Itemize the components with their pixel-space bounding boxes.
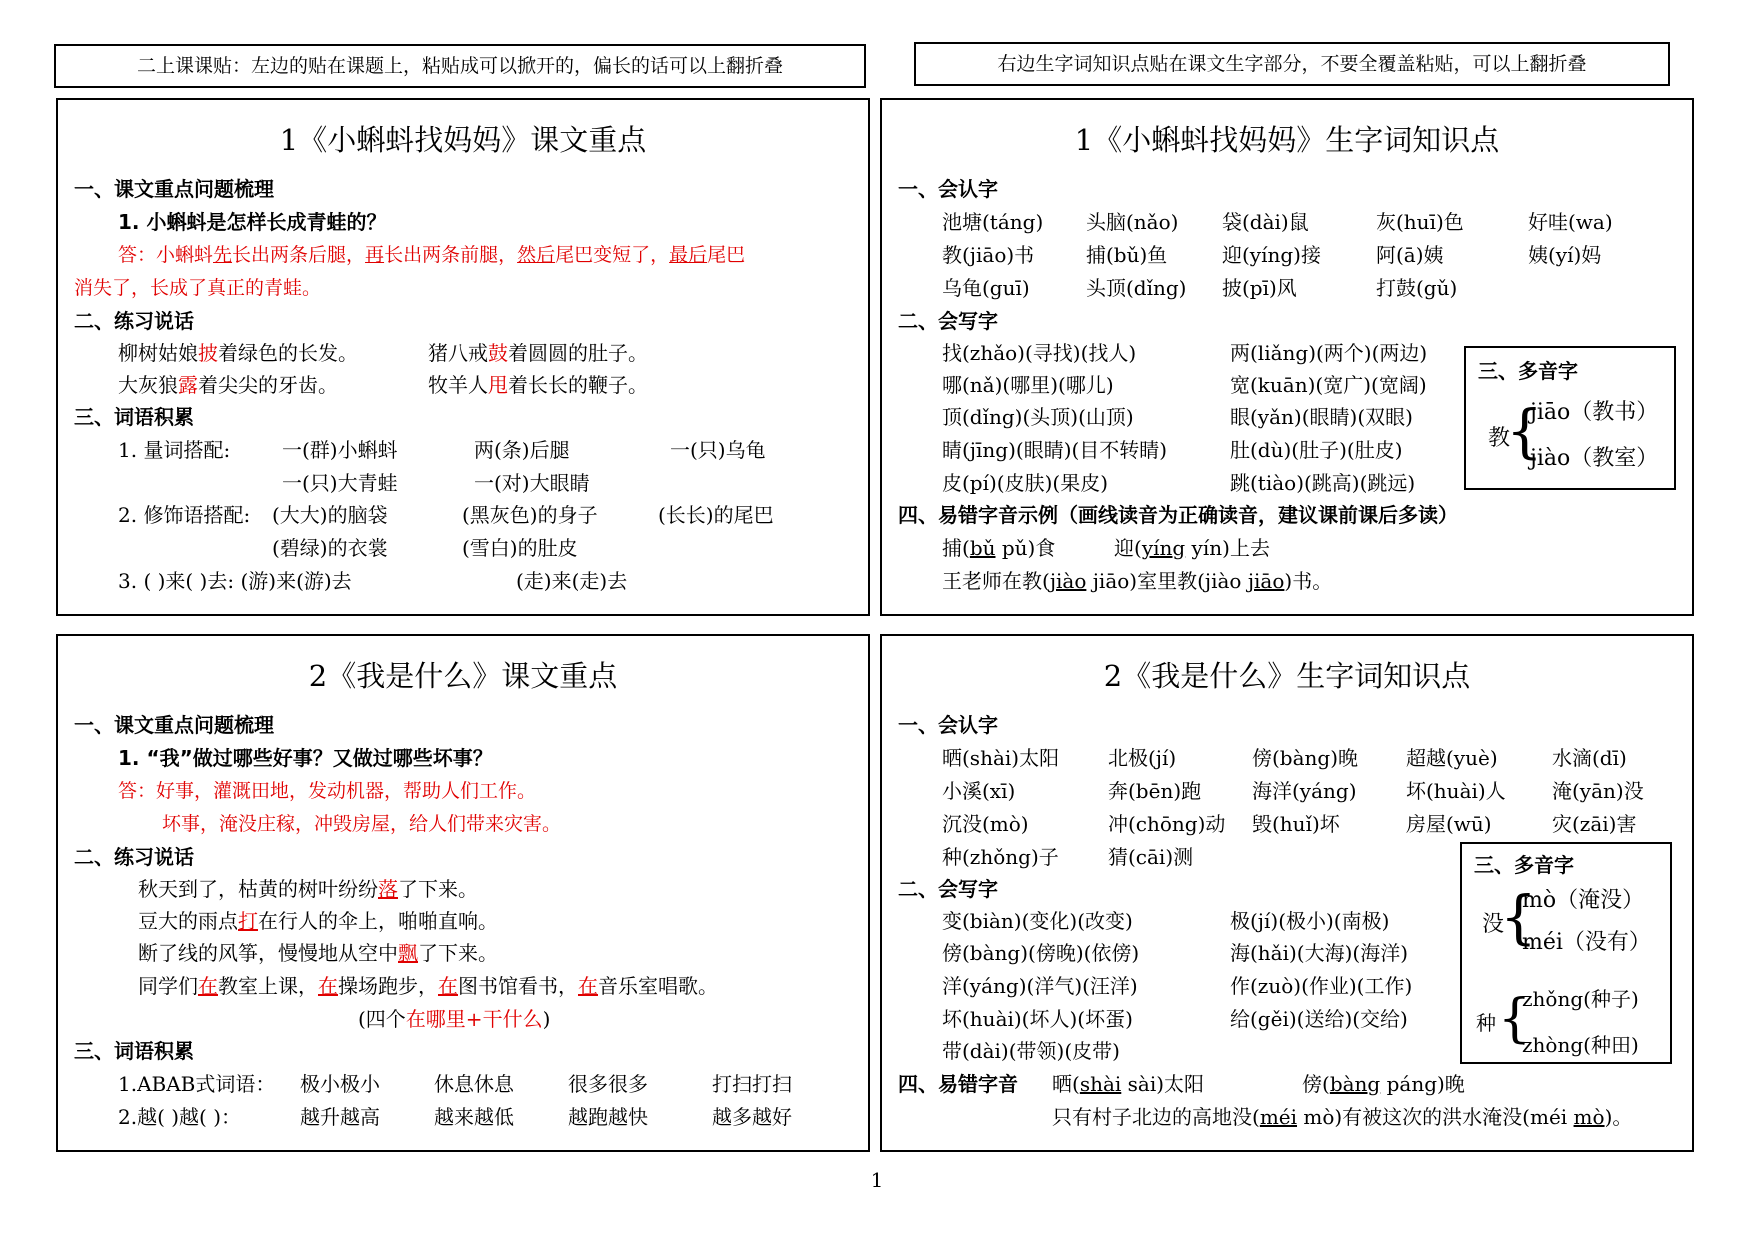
section-heading: 二、练习说话 [74, 845, 194, 869]
text: mò)有被这次的洪水淹没(méi [1297, 1105, 1574, 1129]
text: 同学们 [138, 974, 198, 998]
sentence [138, 938, 498, 968]
sentence [118, 370, 338, 400]
poly-reading: zhòng(种田) [1522, 1033, 1639, 1057]
item: 超越(yuè) [1406, 746, 1498, 770]
poly-char: 种 [1476, 1011, 1496, 1035]
item: 打扫打扫 [712, 1072, 792, 1096]
panel-lesson2-key-points [56, 634, 870, 1152]
section-heading: 四、易错字音 [898, 1072, 1018, 1096]
sentence [428, 338, 648, 368]
text: 在 [578, 974, 598, 998]
item: 迎(yíng)接 [1222, 243, 1321, 267]
item: 越跑越快 [568, 1105, 648, 1129]
answer-line: 坏事，淹没庄稼，冲毁房屋，给人们带来灾害。 [162, 813, 562, 835]
sentence [358, 1004, 550, 1034]
text: 在行人的伞上，啪啪直响。 [258, 909, 498, 933]
text: 操场跑步， [338, 974, 438, 998]
text: 着圆圆的肚子。 [508, 341, 648, 365]
page-number: 1 [870, 1168, 884, 1192]
poly-char: 教 [1488, 426, 1511, 451]
item: 阿(ā)姨 [1376, 243, 1444, 267]
item: 休息休息 [434, 1072, 514, 1096]
text: 着长长的鞭子。 [508, 373, 648, 397]
item: 3. ( )来( )去: (游)来(游)去 [118, 569, 352, 593]
item: 洋(yáng)(洋气)(汪洋) [942, 974, 1138, 998]
text: 答：小蝌蚪 [118, 244, 214, 266]
item: 极小极小 [300, 1072, 380, 1096]
text: 捕( [942, 536, 970, 560]
text: yín)上去 [1185, 536, 1270, 560]
item: 哪(nǎ)(哪里)(哪儿) [942, 373, 1114, 397]
item [1114, 533, 1270, 563]
item: 房屋(wū) [1406, 812, 1492, 836]
item: (走)来(走)去 [516, 569, 628, 593]
panel-lesson1-characters [880, 98, 1694, 616]
item [1052, 1069, 1204, 1099]
text: 柳树姑娘 [118, 341, 198, 365]
item [942, 533, 1055, 563]
answer-line: 消失了，长成了真正的青蛙。 [74, 277, 322, 299]
item: 姨(yí)妈 [1528, 243, 1602, 267]
polyphone-box [1460, 842, 1672, 1064]
text: 在 [198, 974, 218, 998]
item: 沉没(mò) [942, 812, 1029, 836]
item: 作(zuò)(作业)(工作) [1230, 974, 1413, 998]
poly-reading: zhǒng(种子) [1522, 987, 1639, 1011]
item: (碧绿)的衣裳 [272, 536, 388, 560]
brace: { [1498, 989, 1532, 1049]
text: sài)太阳 [1121, 1072, 1205, 1096]
item: 坏(huài)人 [1406, 779, 1506, 803]
item [1302, 1069, 1465, 1099]
item: 2. 修饰语搭配: [118, 503, 251, 527]
item: 越多越好 [712, 1105, 792, 1129]
item: 灾(zāi)害 [1552, 812, 1637, 836]
item: 傍(bàng)晚 [1252, 746, 1359, 770]
section-heading: 二、会写字 [898, 877, 998, 901]
text: jiāo [1247, 569, 1285, 593]
text: 尾巴 [707, 244, 746, 266]
item: 海(hǎi)(大海)(海洋) [1230, 941, 1409, 965]
text: 长出两条前腿， [384, 244, 518, 266]
item: 跳(tiào)(跳高)(跳远) [1230, 471, 1416, 495]
item [1052, 1102, 1632, 1132]
item: 教(jiāo)书 [942, 243, 1035, 267]
text: 在哪里+干什么 [405, 1007, 543, 1031]
item: (黑灰色)的身子 [462, 503, 598, 527]
poly-reading: jiào（教室） [1530, 446, 1659, 471]
item: 乌龟(guī) [942, 276, 1030, 300]
panel-title: 2《我是什么》课文重点 [308, 659, 618, 693]
text: jiāo)室里教(jiào [1086, 569, 1248, 593]
text: 尾巴变短了， [555, 244, 670, 266]
text: 教室上课， [218, 974, 318, 998]
text: 了下来。 [418, 941, 498, 965]
brace: { [1506, 397, 1543, 465]
item: 越升越高 [300, 1105, 380, 1129]
poly-reading: méi（没有） [1522, 930, 1651, 955]
text: mò [1573, 1105, 1605, 1129]
text: 着绿色的长发。 [218, 341, 358, 365]
question: 1. 小蝌蚪是怎样长成青蛙的？ [118, 210, 387, 234]
text: 了下来。 [398, 877, 478, 901]
text: yíng [1141, 536, 1186, 560]
text: 傍( [1302, 1072, 1330, 1096]
text: 先 [213, 244, 233, 266]
item: 披(pī)风 [1222, 276, 1297, 300]
text: 然后 [517, 244, 556, 266]
poly-char: 没 [1482, 912, 1505, 937]
item: 眼(yǎn)(眼睛)(双眼) [1230, 405, 1413, 429]
text: méi [1259, 1105, 1298, 1129]
section-heading: 四、易错字音示例（画线读音为正确读音，建议课前课后多读） [898, 503, 1458, 527]
item: 给(gěi)(送给)(交给) [1230, 1007, 1408, 1031]
item: 1.ABAB式词语： [118, 1072, 276, 1096]
item: 灰(huī)色 [1376, 210, 1464, 234]
item: 冲(chōng)动 [1108, 812, 1226, 836]
item: 很多很多 [568, 1072, 648, 1096]
box-heading: 三、多音字 [1474, 853, 1574, 877]
item: 水滴(dī) [1552, 746, 1627, 770]
item: 1. 量词搭配: [118, 438, 231, 462]
text: 露 [178, 373, 198, 397]
text: 晒( [1052, 1072, 1080, 1096]
panel-lesson2-characters [880, 634, 1694, 1152]
item: 皮(pí)(皮肤)(果皮) [942, 471, 1109, 495]
item: 袋(dài)鼠 [1222, 210, 1309, 234]
item: 毁(huǐ)坏 [1252, 812, 1340, 836]
item: 2.越( )越( )： [118, 1105, 242, 1129]
item: 淹(yān)没 [1552, 779, 1644, 803]
item: 打鼓(gǔ) [1376, 276, 1458, 300]
question: 1. “我”做过哪些好事？又做过哪些坏事？ [118, 746, 493, 770]
panel-lesson1-key-points [56, 98, 870, 616]
sentence [118, 338, 358, 368]
text: 秋天到了，枯黄的树叶纷纷 [138, 877, 378, 901]
poly-reading: jiāo（教书） [1530, 400, 1659, 425]
item: 好哇(wa) [1528, 210, 1613, 234]
header-note-right: 右边生字词知识点贴在课文生字部分，不要全覆盖粘贴，可以上翻折叠 [914, 42, 1670, 86]
section-heading: 一、会认字 [898, 177, 998, 201]
panel-title: 1《小蝌蚪找妈妈》课文重点 [279, 123, 647, 157]
sentence [428, 370, 648, 400]
text: 断了线的风筝，慢慢地从空中 [138, 941, 398, 965]
text: 在 [438, 974, 458, 998]
text: 甩 [488, 373, 508, 397]
text: pǔ)食 [995, 536, 1056, 560]
item: 头顶(dǐng) [1086, 276, 1187, 300]
item: 傍(bàng)(傍晚)(依傍) [942, 941, 1140, 965]
text: )书。 [1284, 569, 1333, 593]
panel-title: 2《我是什么》生字词知识点 [1103, 659, 1471, 693]
item: 坏(huài)(坏人)(坏蛋) [942, 1007, 1133, 1031]
item: (大大)的脑袋 [272, 503, 388, 527]
panel-title: 1《小蝌蚪找妈妈》生字词知识点 [1074, 123, 1500, 157]
item: 宽(kuān)(宽广)(宽阔) [1230, 373, 1427, 397]
text: bàng [1329, 1072, 1381, 1096]
text: 迎( [1114, 536, 1142, 560]
section-heading: 二、会写字 [898, 309, 998, 333]
item: 捕(bǔ)鱼 [1086, 243, 1168, 267]
text: 豆大的雨点 [138, 909, 238, 933]
item [942, 566, 1332, 596]
text: 披 [198, 341, 218, 365]
item: 带(dài)(带领)(皮带) [942, 1039, 1120, 1063]
item: (雪白)的肚皮 [462, 536, 578, 560]
item: 肚(dù)(肚子)(肚皮) [1230, 438, 1403, 462]
text: )。 [1604, 1105, 1633, 1129]
item: 小溪(xī) [942, 779, 1016, 803]
item: 种(zhǒng)子 [942, 845, 1059, 869]
polyphone-box [1464, 346, 1676, 490]
text: 打 [238, 909, 258, 933]
sentence [138, 906, 498, 936]
answer-line [118, 240, 745, 270]
text: 再 [365, 244, 385, 266]
item: 头脑(nǎo) [1086, 210, 1179, 234]
item [898, 1069, 1018, 1099]
text: 长出两条后腿， [232, 244, 366, 266]
sentence [138, 971, 718, 1001]
section-heading: 二、练习说话 [74, 309, 194, 333]
section-heading: 三、词语积累 [74, 405, 194, 429]
text: 图书馆看书， [458, 974, 578, 998]
sentence [138, 874, 478, 904]
text: 最后 [669, 244, 708, 266]
text: 落 [378, 877, 398, 901]
item: 猜(cāi)测 [1108, 845, 1194, 869]
item: 奔(bēn)跑 [1108, 779, 1202, 803]
item: (长长)的尾巴 [658, 503, 774, 527]
item: 极(jí)(极小)(南极) [1230, 909, 1390, 933]
answer-line: 答：好事，灌溉田地，发动机器，帮助人们工作。 [118, 780, 537, 802]
text: ) [542, 1007, 551, 1031]
box-heading: 三、多音字 [1478, 359, 1578, 383]
item: 一(群)小蝌蚪 [282, 438, 398, 462]
section-heading: 三、词语积累 [74, 1039, 194, 1063]
text: jiào [1049, 569, 1087, 593]
text: 王老师在教( [942, 569, 1050, 593]
item: 睛(jīng)(眼睛)(目不转睛) [942, 438, 1168, 462]
item: 北极(jí) [1108, 746, 1177, 770]
text: páng)晚 [1380, 1072, 1465, 1096]
section-heading: 一、课文重点问题梳理 [74, 177, 274, 201]
header-note-left: 二上课课贴：左边的贴在课题上，粘贴成可以掀开的，偏长的话可以上翻折叠 [54, 44, 866, 88]
text: 在 [318, 974, 338, 998]
item: 晒(shài)太阳 [942, 746, 1060, 770]
brace: { [1500, 883, 1537, 951]
item: 一(只)大青蛙 [282, 471, 398, 495]
text: 牧羊人 [428, 373, 488, 397]
text: 大灰狼 [118, 373, 178, 397]
text: 飘 [398, 941, 418, 965]
text: (四个 [358, 1007, 406, 1031]
item: 越来越低 [434, 1105, 514, 1129]
item: 海洋(yáng) [1252, 779, 1357, 803]
item: 找(zhǎo)(寻找)(找人) [942, 341, 1137, 365]
item: 池塘(táng) [942, 210, 1044, 234]
item: 两(liǎng)(两个)(两边) [1230, 341, 1428, 365]
item: 一(对)大眼睛 [474, 471, 590, 495]
item: 两(条)后腿 [474, 438, 570, 462]
text: 鼓 [488, 341, 508, 365]
text: 音乐室唱歌。 [598, 974, 718, 998]
text: bǔ [969, 536, 996, 560]
section-heading: 一、课文重点问题梳理 [74, 713, 274, 737]
text: 着尖尖的牙齿。 [198, 373, 338, 397]
text: shài [1079, 1072, 1122, 1096]
item: 一(只)乌龟 [670, 438, 766, 462]
section-heading: 一、会认字 [898, 713, 998, 737]
item: 变(biàn)(变化)(改变) [942, 909, 1133, 933]
item: 顶(dǐng)(头顶)(山顶) [942, 405, 1134, 429]
text: 猪八戒 [428, 341, 488, 365]
text: 只有村子北边的高地没( [1052, 1105, 1260, 1129]
poly-reading: mò（淹没） [1522, 888, 1645, 913]
